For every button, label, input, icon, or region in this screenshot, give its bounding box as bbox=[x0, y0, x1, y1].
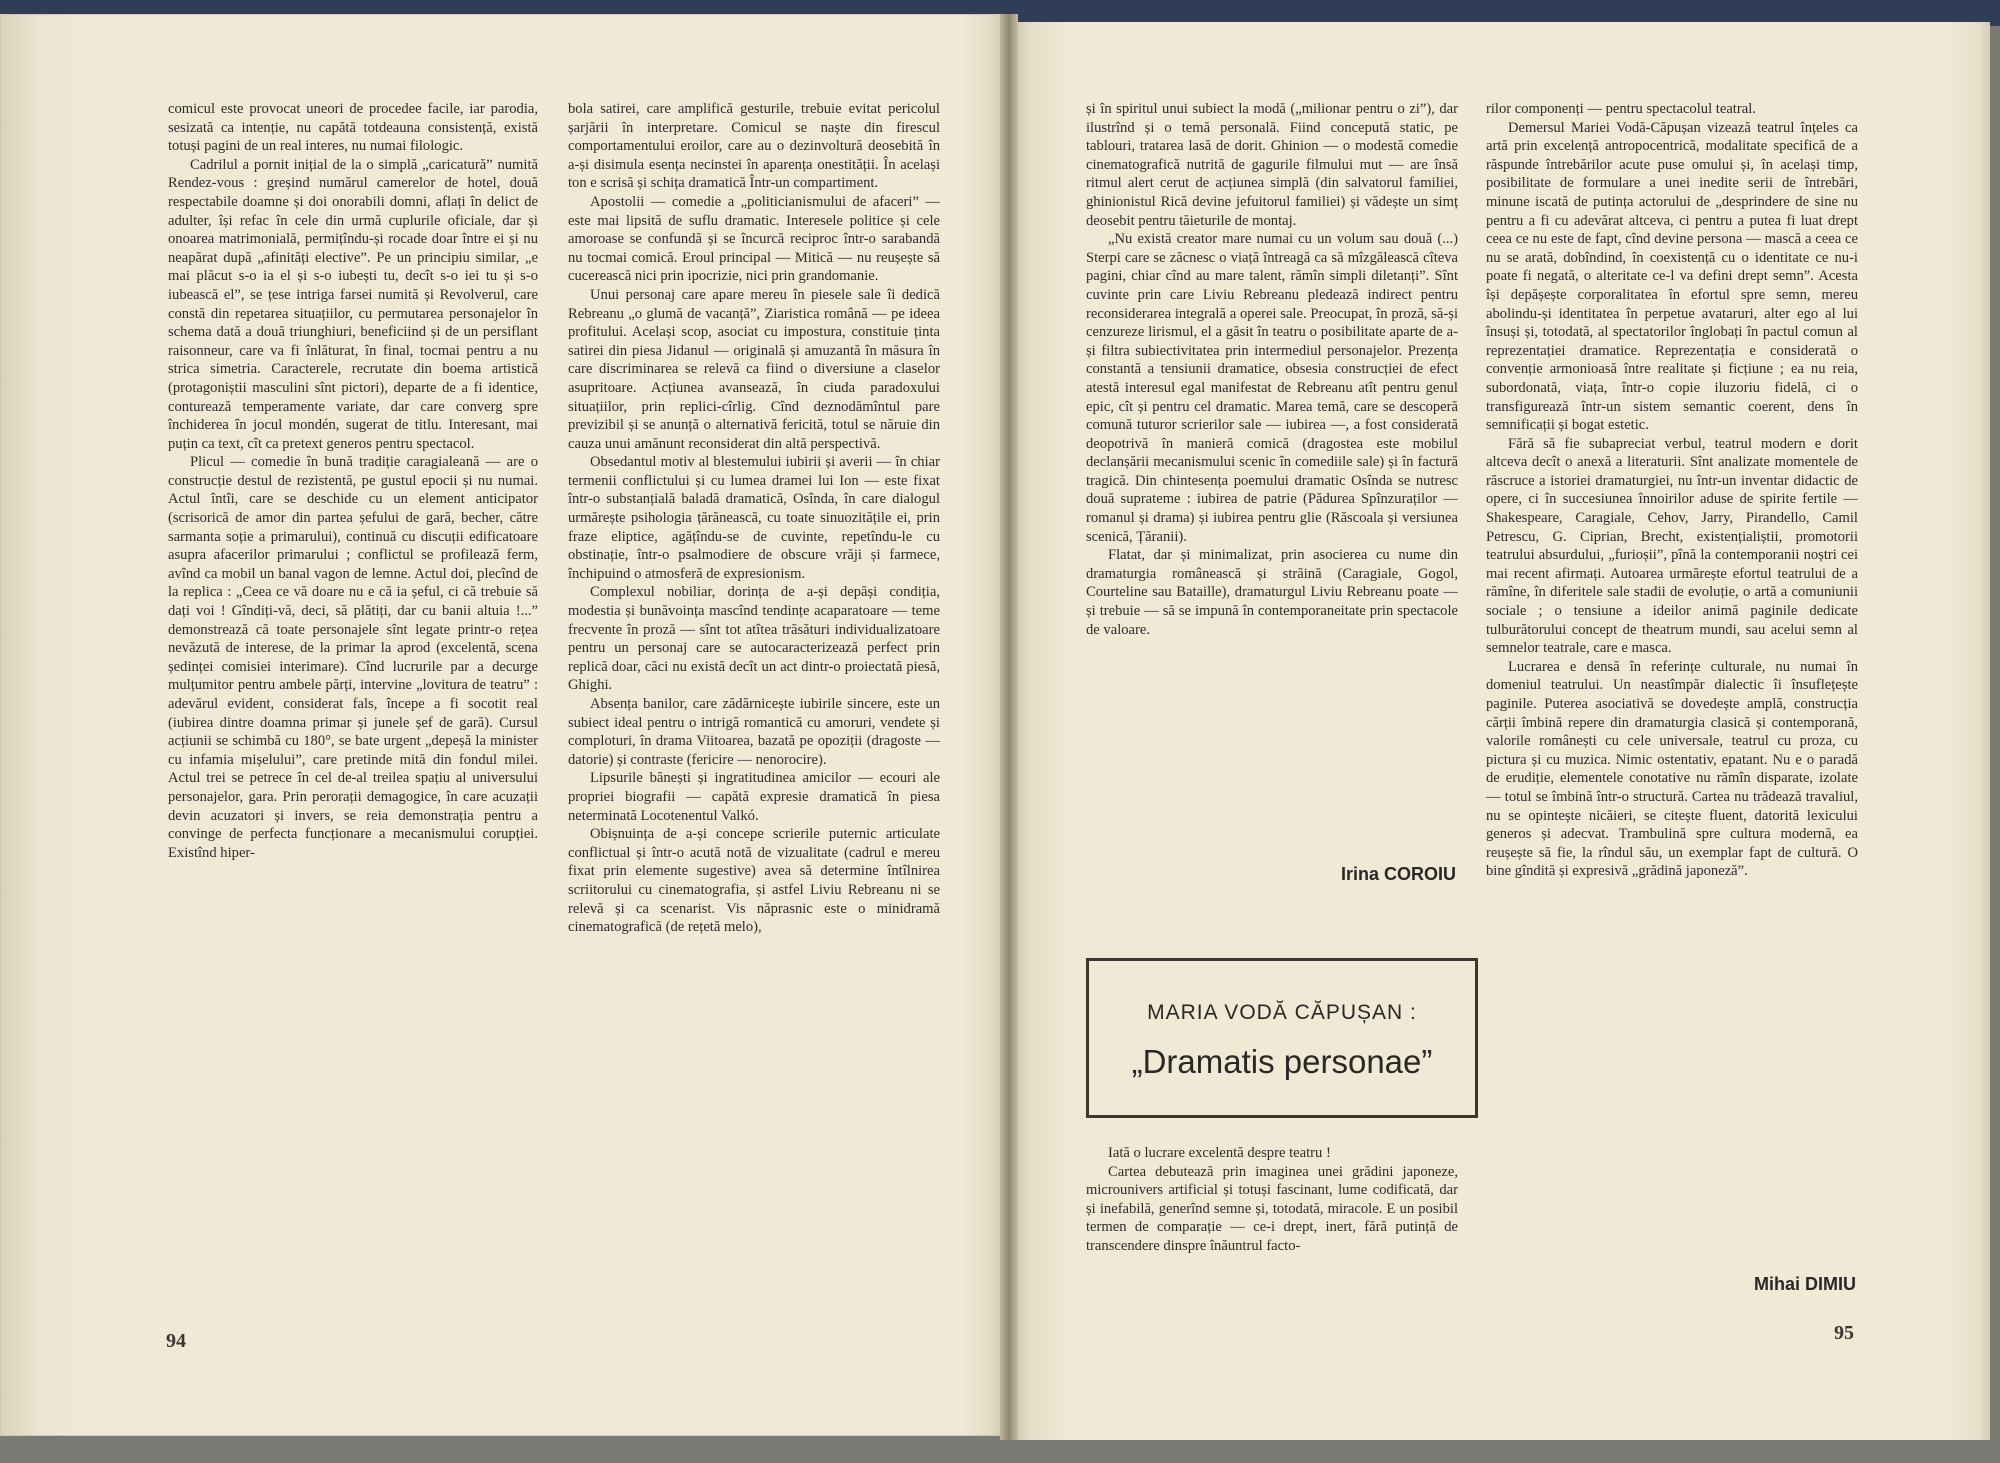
paragraph: bola satirei, care amplifică gesturile, trebuie evitat pericolul șarjării în interpretare. Comicul se naște din firescul comportamentului eroilor, care au o dezinvoltură deosebită în a-și disimula esența necinstei în aparența onestității. În același ton e scrisă și schița dramatică Într-un compartiment. bbox=[568, 101, 940, 192]
author-signature: Mihai DIMIU bbox=[1754, 1274, 1856, 1294]
paragraph: Iată o lucrare excelentă despre teatru ! bbox=[1108, 1145, 1331, 1161]
book-spine bbox=[1000, 14, 1018, 1440]
page-number-left: 94 bbox=[166, 1330, 186, 1352]
left-column-2 bbox=[568, 100, 940, 937]
paragraph: Lucrarea e densă în referințe culturale, nu numai în domeniul teatrului. Un neastîmpăr dialectic îi însuflețește paginile. Puterea asociativă se dovedește amplă, construcția cărții îmbină repere din dramaturgia clasică și contemporană, valorile românești cu cele universale, teatrul cu proza, cu pictura și cu muzica. Nimic ostentativ, epatant. Nu e o paradă de erudiție, elementele conotative nu rămîn disparate, izolate — totul se îmbină într-o structură. Cartea nu trădează travaliul, nu se opintește nicăieri, se citește fluent, datorită lexicului generos și adecvat. Trambulină spre cultura modernă, ea reușește să fie, la rîndul său, un exemplar fapt de cultură. O bine gîndită și expresivă „grădină japoneză”. bbox=[1486, 658, 1858, 880]
review-book-title: „Dramatis personae” bbox=[1131, 1043, 1433, 1080]
author-signature: Irina COROIU bbox=[1340, 864, 1456, 884]
right-column-1 bbox=[1086, 100, 1458, 639]
paragraph: rilor componenți — pentru spectacolul teatral. bbox=[1486, 101, 1756, 117]
paragraph: Apostolii — comedie a „politicianismului de afaceri” — este mai lipsită de suflu dramatic. Interesele politice și cele amoroase se confundă și se încurcă reciproc într-o sarabandă nu tocmai comică. Eroul principal — Mitică — nu reușește să cucerească nici prin ipocrizie, nici prin grandomanie. bbox=[568, 193, 940, 285]
paragraph: Flatat, dar și minimalizat, prin asocierea cu nume din dramaturgia românească și străină (Caragiale, Gogol, Courteline sau Bataille), dramaturgul Liviu Rebreanu poate — și trebuie — să se impună în contemporaneitate prin spectacole de valoare. bbox=[1086, 547, 1458, 638]
paragraph: Fără să fie subapreciat verbul, teatrul modern e dorit altceva decît o anexă a literaturii. Sînt analizate momentele de răscruce a istoriei dramaturgiei, nu într-un inventar didactic de opere, ci în succesiunea înnoirilor aduse de spirite fertile — Shakespeare, Caragiale, Cehov, Jarry, Pirandello, Camil Petrescu, G. Ciprian, Brecht, existențialiștii, promotorii teatrului absurdului, „furioșii”, pînă la contemporanii noștri cei mai recent afirmați. Autoarea urmărește efortul teatrului de a rămîne, în diferitele sale stadii de evoluție, o artă a comuniunii sociale ; o tensiune a ideilor animă paginile dedicate tulburătorului concept de theatrum mundi, sau acelui semn al semnelor teatrale, care e masca. bbox=[1486, 435, 1858, 657]
paragraph: Obișnuința de a-și concepe scrierile puternic articulate conflictual și într-o acută notă de vizualitate (cadrul e mereu fixat prin elemente sugestive) avea să determine întîlnirea scriitorului cu cinematografia, și astfel Liviu Rebreanu ni se relevă și ca scenarist. Vis năprasnic este o minidramă cinematografică (de rețetă melo), bbox=[568, 826, 940, 936]
paragraph: Cadrilul a pornit inițial de la o simplă „caricatură” numită Rendez-vous : greșind numărul camerelor de hotel, două respectabile doamne și doi onorabili domni, aflați în delict de adulter, își refac în cele din urmă cuplurile oficiale, dar și onoarea matrimonială, permițîndu-și rocade doar între ei și nu neapărat după „afinități elective”. Pe un principiu similar, „e mai plăcut s-o ia el și s-o iubești tu, decît s-o iei tu și s-o iubească el”, se țese intriga farsei numită și Revolverul, care constă din repetarea situațiilor, cu permutarea personajelor în schema dată a două triunghiuri, beneficiind și de un persiflant raisonneur, care va fi înlăturat, în final, tocmai pentru a nu strica simetria. Caracterele, recrutate din boema artistică (protagoniștii masculini sînt pictori), departe de a fi identice, conturează temperamente variate, dar care converg spre închiderea în jocul mondén, sugerat de titlu. Interesant, mai puțin ca text, cît ca pretext generos pentru spectacol. bbox=[168, 156, 538, 452]
right-column-2 bbox=[1486, 100, 1858, 881]
review-title-box bbox=[1086, 958, 1478, 1118]
left-column-1 bbox=[168, 100, 538, 862]
paragraph: comicul este provocat uneori de procedee facile, iar parodia, sesizată ca intenție, nu capătă totdeauna consistență, există totuși pagini de un real interes, nu numai filologic. bbox=[168, 101, 538, 155]
paragraph: Obsedantul motiv al blestemului iubirii și averii — în chiar termenii conflictului și cu lumea dramei lui Ion — este fixat într-o substanțială baladă dramatică, Osînda, în care dialogul urmărește psihologia țărănească, cu toate sinuozitățile ei, prin fraze eliptice, agățîndu-se de cuvinte, repetîndu-le cu obstinație, într-o psalmodiere de obscure vrăji și farmece, închipuind o atmosferă de expresionism. bbox=[568, 454, 940, 582]
paragraph: Demersul Mariei Vodă-Căpușan vizează teatrul înțeles ca artă prin excelență antropocentrică, modalitate specifică de a răspunde întrebărilor acute puse omului și, în același timp, posibilitate de formulare a unei inedite serii de întrebări, minune iscată de putința actorului de „desprindere de sine nu pentru a fi cu adevărat altceva, ci pentru a putea fi luat drept ceea ce nu este de fapt, cînd devine persona — mască a ceea ce nu se arată, dobîndind, în coexistență cu o identitate ce nu-i poate fi negată, o alteritate ce-l va defini drept semn”. Acesta își depășește corporalitatea în efortul spre semn, mereu abolindu-și identitatea în perpetue avataruri, alter ego al lui însuși și, totodată, al spectatorilor înglobați în pactul comun al reprezentației dramatice. Reprezentația e considerată o convenție armonioasă între realitate și ficțiune ; ea nu reia, subordonată, viața, într-o copie iluzoriu fidelă, ci o transfigurează într-un sistem semantic coerent, dens în semnificații și bogat estetic. bbox=[1486, 119, 1858, 434]
page-number-right: 95 bbox=[1834, 1322, 1854, 1344]
paragraph: Lipsurile bănești și ingratitudinea amicilor — ecouri ale propriei biografii — capătă expresie dramatică în piesa neterminată Locotenentul Valkó. bbox=[568, 770, 940, 824]
paragraph: Complexul nobiliar, dorința de a-și depăși condiția, modestia și bunăvoința mascînd tendințe acaparatoare — teme frecvente în proză — sînt tot atîtea trăsături individualizatoare pentru un personaj care se autocaracterizează perfect prin replică doar, căci nu există decît un act dintr-o proiectată piesă, Ghighi. bbox=[568, 584, 940, 694]
paragraph: „Nu există creator mare numai cu un volum sau două (...) Sterpi care se zăcnesc o viață întreagă ca să mîzgălească cîteva pagini, chiar cînd au mare talent, rămîn simpli diletanți”. Sînt cuvinte prin care Liviu Rebreanu pledează indirect pentru reconsiderarea integrală a operei sale. Preocupat, în proză, să-și cenzureze lirismul, el a găsit în teatru o posibilitate aparte de a-și filtra subiectivitatea prin intermediul personajelor. Prezența constantă a tensiunii dramatice, obsesia construcției de efect atestă interesul egal manifestat de Rebreanu atît pentru genul epic, cît și pentru cel dramatic. Marea temă, care se descoperă comună tuturor scrierilor sale — iubirea —, a fost considerată deopotrivă în manieră comică (dragostea este mobilul declanșării mecanismului scenic în comediile sale) și în factură tragică. Din chintesența poemului dramatic Osînda se nutresc două suprateme : iubirea de patrie (Pădurea Spînzuraților — romanul și drama) și iubirea pentru glie (Răscoala și versiunea scenică, Țăranii). bbox=[1086, 231, 1458, 545]
paragraph: Plicul — comedie în bună tradiție caragialeană — are o construcție destul de rezistentă, pe gustul epocii și nu numai. Actul întîi, care se deschide cu un element anticipator (scrisorică de amor din partea șefului de gară, becher, către sarmanta soție a primarului), continuă cu discuții edificatoare asupra afacerilor primarului ; conflictul se profilează ferm, avînd ca mobil un banal vagon de lemne. Actul doi, plecînd de la replica : „Ceea ce vă doare nu e că ia șeful, ci că trebuie să dați voi ! Gîndiți-vă, deci, să plătiți, dar cu banii altuia !...” demonstrează că toate personajele sînt legate printr-o rețea nevăzută de interese, de la primar la aprod (excelentă, scena ședinței comisiei interimare). Cînd lucrurile par a decurge mulțumitor pentru ambele părți, intervine „lovitura de teatru” : adevărul evident, considerat fals, începe a fi socotit real (iubirea dintre doamna primar și junele șef de gară). Cursul acțiunii se schimbă cu 180°, se bate urgent „depeșă la minister cu infamia mișelului”, care pretinde mită din fondul milei. Actul trei se petrece în cel de-al treilea spațiu al universului personajelor, gara. Prin perorații demagogice, în care acuzații devin acuzatori și invers, se reia demonstrația pentru a convinge de perfecta funcționare a mecanismului corupției. Existînd hiper- bbox=[168, 454, 538, 861]
paragraph: și în spiritul unui subiect la modă („milionar pentru o zi”), dar ilustrînd și o temă personală. Fiind concepută static, pe tablouri, tratarea lasă de dorit. Ghinion — o modestă comedie cinematografică nutrită de gagurile filmului mut — are însă ritmul alert cerut de acțiunea simplă (din salvatorul familiei, ghinionistul Rică devine jefuitorul familiei) și vădește un simț deosebit pentru tăieturile de montaj. bbox=[1086, 101, 1458, 229]
review-book-author: MARIA VODĂ CĂPUȘAN : bbox=[1147, 1001, 1417, 1024]
paragraph: Absența banilor, care zădărnicește iubirile sincere, este un subiect ideal pentru o intrigă romantică cu amoruri, vendete și comploturi, în drama Viitoarea, bazată pe opoziții (dragoste — datorie) și contraste (fericire — nenorocire). bbox=[568, 696, 940, 768]
paragraph: Unui personaj care apare mereu în piesele sale îi dedică Rebreanu „o glumă de vacanță”, Ziaristica română — pe ideea profitului. Același scop, asociat cu impostura, constituie ținta satirei din piesa Jidanul — originală și amuzantă în măsura în care discriminarea se relevă ca fiind o diversiune a claselor asupritoare. Acțiunea avansează, în ciuda paradoxului situațiilor, prin replici-cîrlig. Cînd deznodămîntul pare previzibil și se anunță o alternativă fericită, totul se năruie din cauza unui amănunt reconsiderat din altă perspectivă. bbox=[568, 286, 940, 452]
paragraph: Cartea debutează prin imaginea unei grădini japoneze, microunivers artificial și totuși fascinant, lume codificată, dar și inefabilă, generînd semne și, totodată, miracole. E un posibil termen de comparație — ce-i drept, inert, fără putință de transcendere dinspre înăuntrul facto- bbox=[1086, 1163, 1458, 1254]
right-column-1-bottom bbox=[1086, 1144, 1458, 1256]
